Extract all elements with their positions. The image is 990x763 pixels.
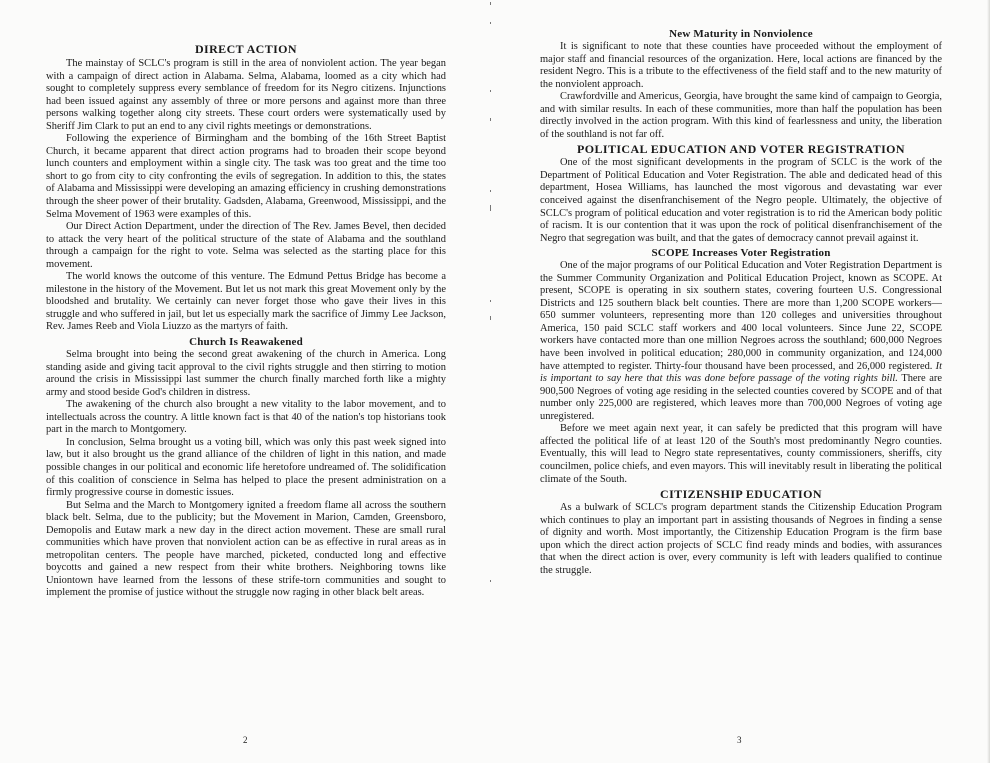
paragraph: The world knows the outcome of this venture. The Edmund Pettus Bridge has become a milestone in the history of the Movement. But let us not mark this great Movement only by the bloodshed and brutality. We certainly can never forget those who gave their lives in this struggle and who suffered in jail, but let us especially mark the sacrifice of Jimmy Lee Jackson, Rev. James Reeb and Viola Liuzzo as the martyrs of faith.: [46, 271, 446, 333]
heading-political-education: POLITICAL EDUCATION AND VOTER REGISTRATION: [577, 142, 905, 157]
heading-direct-action: DIRECT ACTION: [194, 42, 297, 56]
heading-scope: SCOPE Increases Voter Registration: [651, 247, 831, 260]
gutter-mark: [490, 22, 491, 24]
gutter-mark: [490, 300, 491, 302]
paragraph: In conclusion, Selma brought us a voting bill, which was only this past week signed into law, but it also brought us the grand alliance of the children of light in this nation, and made possible changes in our political and economic life heretofore undreamed of. The solidification of this coalition of conscience in Selma has helped to place the present administration on a firmly progressive course in domestic issues.: [46, 436, 446, 499]
gutter-mark: [490, 316, 491, 320]
paragraph: The awakening of the church also brought a new vitality to the labor movement, and to intellectuals across the country. A little known fact is that 40 of the nation's top historians took part in the march to Montgomery.: [46, 399, 446, 436]
italic-note: It is important to say here that this was done before passage of the voting rights bill.: [540, 360, 942, 385]
paragraph: Crawfordville and Americus, Georgia, have brought the same kind of campaign to Georgia, and with similar results. In each of these communities, more than half the population has been directly involved in the action program. With this kind of fearlessness and unity, the liberation of the southland is not far off.: [540, 91, 942, 140]
heading-citizenship-education: CITIZENSHIP EDUCATION: [660, 487, 822, 502]
paragraph: The mainstay of SCLC's program is still in the area of nonviolent action. The year began with a campaign of direct action in Alabama. Selma, Alabama, loomed as a city which had sought to completely suppress every semblance of freedom for its Negro citizens. Injunctions had been issued against any assembly of three or more persons and against more than three persons walking together along city streets. These court orders were systematically used by Sheriff Jim Clark to put an end to any civil rights meetings or demonstrations.: [46, 58, 446, 132]
right-page-text: [540, 27, 942, 577]
page-gutter: [489, 0, 493, 763]
paragraph: But Selma and the March to Montgomery ignited a freedom flame all across the southern black belt. Selma, due to the publicity; but the Movement in Marion, Camden, Greensboro, Demopolis and Eutaw mark a new day in the direct action movement. These are small rural communities which have proven that nonviolent action can be as effective in rural areas as in metropolitan centers. The people have marched, picketed, conducted long and effective boycotts and gained a new respect from their white brothers. Neighboring towns like Uniontown have learned from the lessons of these strife-torn communities and sought to implement the promise of justice without the struggle now raging in other black belt areas.: [46, 499, 446, 599]
paragraph: Our Direct Action Department, under the direction of The Rev. James Bevel, then decided to attack the very heart of the political structure of the state of Alabama and the southland through a campaign for the right to vote. Selma was selected as the starting place for this movement.: [46, 221, 446, 270]
gutter-mark: [490, 205, 491, 211]
gutter-mark: [490, 190, 491, 192]
right-page: [495, 0, 990, 763]
paragraph: Before we meet again next year, it can safely be predicted that this program will have affected the political life of at least 120 of the South's most predominantly Negro counties. Eventually, this will lead to Negro state representatives, county commissioners, sheriffs, city councilmen, police chiefs, and even mayors. This will inevitably result in liberating the political climate of the South.: [540, 423, 942, 485]
gutter-mark: [490, 118, 491, 121]
paragraph-text: One of the major programs of our Political Education and Voter Registration Department is the Summer Community Organization and Political Education Project, known as SCOPE. At present, SCOPE is operating in six southern states, covering fourteen U.S. Congressional Districts and 125 southern black belt counties. There are more than 1,200 SCOPE workers—650 summer volunteers, representing more than 120 colleges and universities throughout America, 150 paid SCLC staff workers and 400 local volunteers. Since June 22, SCOPE workers have contacted more than one million Negroes across the southland; 600,000 Negroes have been involved in political education; 280,000 in community organization, and 124,000 have attempted to register. Thirty-four thousand have been processed, and 26,000 registered.: [540, 260, 942, 372]
paragraph: Following the experience of Birmingham and the bombing of the 16th Street Baptist Church, it became apparent that direct action programs had to broaden their scope beyond lunch counters and employment within a single city. The task was too great and the time too short to go from city to city confronting the evils of segregation. In addition to this, the states of Alabama and Mississippi were developing an amazing efficiency in crushing demonstrations through the sheer power of their brutality. Gadsden, Alabama, Greenwood, Mississippi, and the Selma Movement of 1963 were examples of this.: [46, 133, 446, 220]
page-number: 2: [243, 735, 248, 745]
paragraph-text: There are 900,500 Negroes of voting age residing in the selected counties covered by SCOPE and of that number only 225,000 are registered, which leaves more than 700,000 Negroes of voting age unregistered.: [540, 373, 943, 422]
heading-church-reawakened: Church Is Reawakened: [189, 336, 303, 349]
gutter-mark: [490, 580, 491, 582]
gutter-mark: [490, 2, 491, 5]
paragraph: One of the most significant developments in the program of SCLC is the work of the Department of Political Education and Voter Registration. The able and dedicated head of this department, Hosea Williams, has launched the most vigorous and devastating war ever conceived against the disenfranchisement of the Negro people. Ultimately, the objective of SCLC's program of political education and voter registration is to rid the American body politic of racism. It is our contention that it was upon the rock of political disenfranchisement of the Negro that segregation was built, and that the gates of democracy cannot prevail against it.: [540, 157, 942, 244]
paragraph: Selma brought into being the second great awakening of the church in America. Long standing aside and giving tacit approval to the civil rights struggle and then stirring to motion around the crisis in Mississippi last summer the church finally marched forth like a mighty army and stood beside God's children in distress.: [46, 349, 446, 398]
left-page: [0, 0, 490, 763]
paragraph: As a bulwark of SCLC's program department stands the Citizenship Education Program which continues to play an important part in assisting thousands of Negroes in finding a sense of dignity and worth. Most importantly, the Citizenship Education Program is the firm base upon which the direct action projects of SCLC find ready minds and bodies, with assurances that when the direct action is over, every community is left with leaders qualified to continue the struggle.: [540, 502, 942, 576]
heading-new-maturity: New Maturity in Nonviolence: [669, 28, 813, 40]
gutter-mark: [490, 90, 491, 92]
page-number: 3: [737, 735, 742, 745]
paragraph: It is significant to note that these counties have proceeded without the employment of major staff and financial resources of the organization. Here, local actions are financed by the resident Negro. This is a tribute to the effectiveness of the field staff and to the new maturity of the nonviolent approach.: [540, 41, 942, 90]
paragraph: [540, 260, 942, 423]
left-page-text: [46, 42, 446, 600]
